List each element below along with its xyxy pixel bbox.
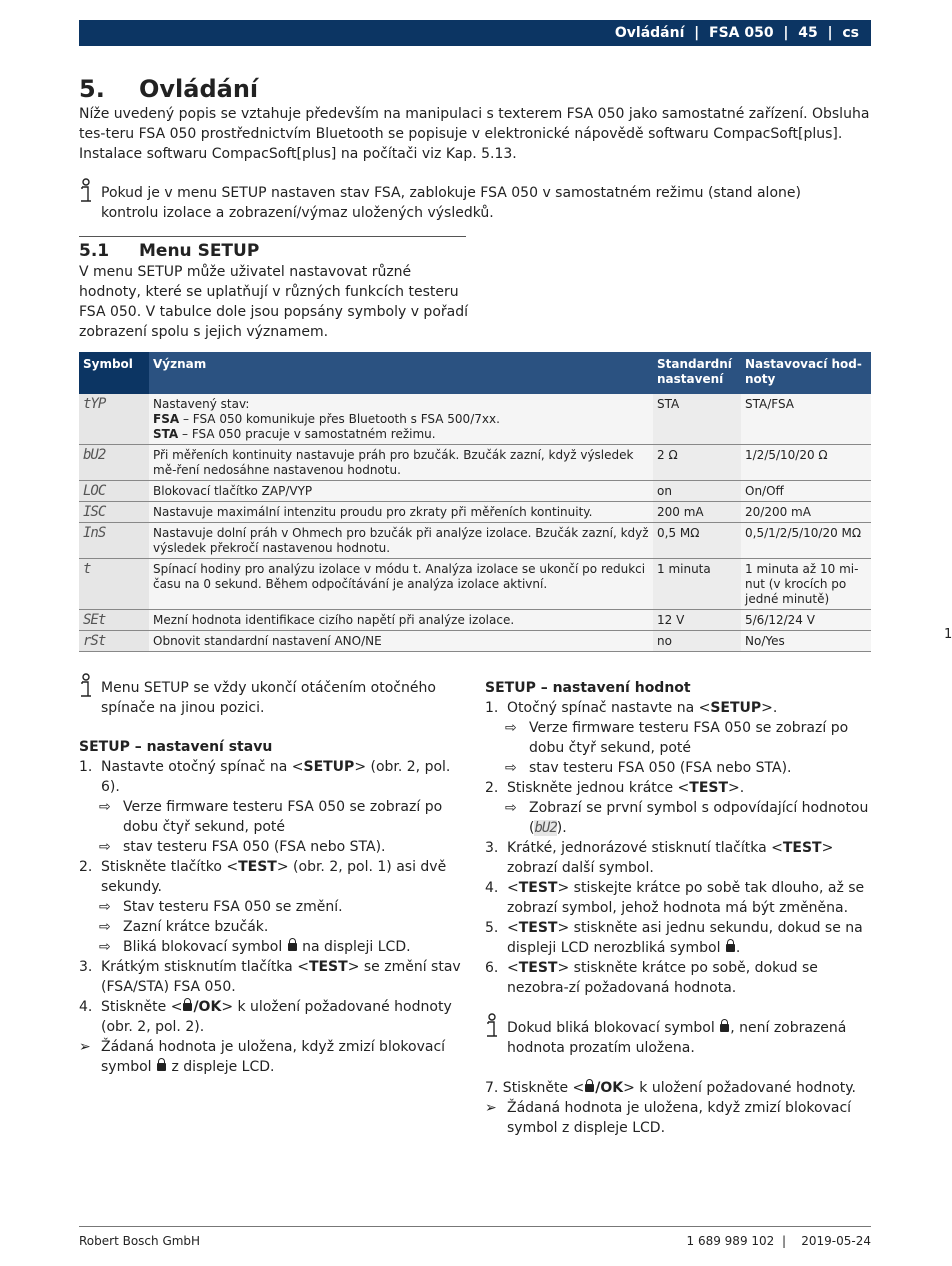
step-text: >. bbox=[761, 700, 778, 716]
key-label: SETUP bbox=[303, 759, 355, 775]
result-item bbox=[79, 917, 464, 937]
step-item bbox=[485, 878, 873, 918]
lcd-symbol: InS bbox=[83, 525, 106, 541]
section-title-text: Menu SETUP bbox=[139, 241, 260, 261]
values-cell: 5/6/12/24 V bbox=[741, 610, 871, 631]
footer-sep: | bbox=[781, 1234, 786, 1248]
header-lang: cs bbox=[842, 25, 859, 41]
lock-icon bbox=[157, 1063, 166, 1071]
key-label: TEST bbox=[782, 840, 822, 856]
result-arrow-icon: ⇨ bbox=[99, 839, 111, 855]
chapter-title bbox=[79, 75, 258, 103]
meaning-cell: Spínací hodiny pro analýzu izolace v módu t. Analýza izolace se ukončí po redukci času na 0 sekund. Během odpočítávání je analýza izolace aktivní. bbox=[149, 559, 653, 610]
meaning-line: STA – FSA 050 pracuje v samostatném režimu. bbox=[153, 427, 436, 441]
result-item bbox=[485, 718, 873, 758]
lcd-symbol: bU2 bbox=[83, 447, 106, 463]
note-setup-fsa: Pokud je v menu SETUP nastaven stav FSA, zablokuje FSA 050 v samostatném režimu (stand alone) kontrolu izolace a zobrazení/výmaz uložených výsledků. bbox=[101, 185, 801, 221]
step-item bbox=[485, 698, 873, 718]
result-item bbox=[79, 837, 464, 857]
footer-rule bbox=[79, 1226, 871, 1227]
table-row bbox=[79, 559, 871, 610]
left-heading: SETUP – nastavení stavu bbox=[79, 739, 273, 755]
result-item bbox=[79, 937, 464, 957]
lcd-symbol: bU2 bbox=[534, 820, 557, 836]
table-row bbox=[79, 523, 871, 559]
meaning-cell: Obnovit standardní nastavení ANO/NE bbox=[149, 631, 653, 652]
section-rule bbox=[79, 236, 466, 237]
step-text: > k uložení požadované hodnoty. bbox=[623, 1080, 856, 1096]
meaning-line: FSA – FSA 050 komunikuje přes Bluetooth s FSA 500/7xx. bbox=[153, 412, 500, 426]
step-number: 4. bbox=[485, 880, 499, 896]
result-item bbox=[79, 897, 464, 917]
values-cell: 1/2/5/10/20 Ω bbox=[741, 445, 871, 481]
result-text: Verze firmware testeru FSA 050 se zobrazí po dobu čtyř sekund, poté bbox=[529, 720, 849, 756]
final-result bbox=[485, 1098, 873, 1138]
result-text: Bliká blokovací symbol bbox=[123, 939, 283, 955]
values-cell: 1 minuta až 10 mi-nut (v krocích po jedné minutě) bbox=[741, 559, 871, 610]
meaning-cell: Nastavuje dolní práh v Ohmech pro bzučák při analýze izolace. Bzučák zazní, když výsledek překročí nastavenou hodnotu. bbox=[149, 523, 653, 559]
step-text: > stiskejte krátce po sobě tak dlouho, až se zobrazí symbol, jehož hodnota má být změněna. bbox=[507, 880, 865, 916]
default-cell: 12 V bbox=[653, 610, 741, 631]
step-number: 4. bbox=[79, 999, 93, 1015]
lcd-symbol: rSt bbox=[83, 633, 106, 649]
step-text: >. bbox=[728, 780, 745, 796]
final-result bbox=[79, 1037, 464, 1077]
step-item bbox=[485, 778, 873, 798]
step-number: 5. bbox=[485, 920, 499, 936]
step-number: 2. bbox=[485, 780, 499, 796]
table-row bbox=[79, 481, 871, 502]
header-sep: | bbox=[783, 25, 789, 41]
note-text: , není zobrazená hodnota prozatím uložena. bbox=[507, 1020, 847, 1056]
final-text: Žádaná hodnota je uložena, když zmizí blokovací symbol z displeje LCD. bbox=[507, 1100, 852, 1136]
lock-icon bbox=[585, 1084, 594, 1092]
lock-icon bbox=[726, 944, 735, 952]
result-text: stav testeru FSA 050 (FSA nebo STA). bbox=[529, 760, 792, 776]
result-arrow-icon: ⇨ bbox=[505, 760, 517, 776]
step-item bbox=[79, 997, 464, 1037]
step-text: > stiskněte asi jednu sekundu, dokud se na displeji LCD nerozbliká symbol bbox=[507, 920, 863, 956]
step-text: < bbox=[507, 960, 519, 976]
values-cell: No/Yes bbox=[741, 631, 871, 652]
table-header-row bbox=[79, 352, 871, 394]
note-blinking bbox=[485, 1018, 873, 1058]
key-label: TEST bbox=[518, 920, 558, 936]
step-text: < bbox=[507, 880, 519, 896]
result-item bbox=[485, 758, 873, 778]
key-label: /OK bbox=[595, 1080, 624, 1096]
step-item bbox=[485, 838, 873, 878]
lcd-symbol: LOC bbox=[83, 483, 106, 499]
meaning-cell: Při měřeních kontinuity nastavuje práh pro bzučák. Bzučák zazní, když výsledek mě-ření nedosáhne nastavenou hodnotu. bbox=[149, 445, 653, 481]
default-cell: 2 Ω bbox=[653, 445, 741, 481]
step-text: Krátkým stisknutím tlačítka < bbox=[101, 959, 309, 975]
chapter-number: 5. bbox=[79, 75, 105, 103]
info-icon bbox=[79, 673, 93, 699]
lock-icon bbox=[288, 943, 297, 951]
lcd-symbol: tYP bbox=[83, 396, 106, 412]
col-header-symbol: Symbol bbox=[79, 352, 149, 394]
header-model: FSA 050 bbox=[709, 25, 774, 41]
info-icon bbox=[79, 178, 93, 204]
step-number: 2. bbox=[79, 859, 93, 875]
result-text: Stav testeru FSA 050 se změní. bbox=[123, 899, 343, 915]
result-arrow-icon: ⇨ bbox=[99, 799, 111, 815]
result-text: stav testeru FSA 050 (FSA nebo STA). bbox=[123, 839, 386, 855]
key-label: SETUP bbox=[710, 700, 762, 716]
section-title bbox=[79, 241, 259, 261]
default-cell: 200 mA bbox=[653, 502, 741, 523]
result-arrow-icon: ⇨ bbox=[99, 899, 111, 915]
step-text: 7. Stiskněte < bbox=[485, 1080, 585, 1096]
final-arrow-icon: ➢ bbox=[485, 1100, 497, 1116]
step-text: > (obr. 2, pol. 6). bbox=[101, 759, 451, 795]
meaning-cell bbox=[149, 394, 653, 445]
result-arrow-icon: ⇨ bbox=[99, 939, 111, 955]
step-text: Nastavte otočný spínač na < bbox=[101, 759, 304, 775]
result-text: na displeji LCD. bbox=[302, 939, 411, 955]
step-text: < bbox=[507, 920, 519, 936]
default-cell: STA bbox=[653, 394, 741, 445]
step-text: Krátké, jednorázové stisknutí tlačítka < bbox=[507, 840, 783, 856]
values-cell: On/Off bbox=[741, 481, 871, 502]
values-cell: 0,5/1/2/5/10/20 MΩ bbox=[741, 523, 871, 559]
setup-table bbox=[79, 352, 871, 652]
step-number: 3. bbox=[79, 959, 93, 975]
info-icon bbox=[485, 1013, 499, 1039]
lock-icon bbox=[183, 1003, 192, 1011]
final-text: z displeje LCD. bbox=[171, 1059, 275, 1075]
meaning-cell: Blokovací tlačítko ZAP/VYP bbox=[149, 481, 653, 502]
step-text: > (obr. 2, pol. 1) asi dvě sekundy. bbox=[101, 859, 447, 895]
col-header-meaning: Význam bbox=[149, 352, 653, 394]
step-number: 1. bbox=[485, 700, 499, 716]
result-item bbox=[79, 797, 464, 837]
step-item bbox=[485, 918, 873, 958]
header-sep: | bbox=[827, 25, 833, 41]
note-setup-exit: Menu SETUP se vždy ukončí otáčením otočného spínače na jinou pozici. bbox=[101, 680, 436, 716]
step-text: > zobrazí další symbol. bbox=[507, 840, 834, 876]
meaning-cell: Nastavuje maximální intenzitu proudu pro zkraty při měřeních kontinuity. bbox=[149, 502, 653, 523]
key-label: TEST bbox=[518, 960, 558, 976]
final-arrow-icon: ➢ bbox=[79, 1039, 91, 1055]
col-header-default: Standardní nastavení bbox=[653, 352, 741, 394]
meaning-cell: Mezní hodnota identifikace cizího napětí při analýze izolace. bbox=[149, 610, 653, 631]
step-text: Stiskněte jednou krátce < bbox=[507, 780, 690, 796]
step-item bbox=[79, 757, 464, 797]
table-row bbox=[79, 610, 871, 631]
table-row bbox=[79, 445, 871, 481]
footer-company: Robert Bosch GmbH bbox=[79, 1234, 201, 1248]
key-label: TEST bbox=[308, 959, 348, 975]
values-cell: 20/200 mA bbox=[741, 502, 871, 523]
default-cell: 1 minuta bbox=[653, 559, 741, 610]
table-row bbox=[79, 502, 871, 523]
step-text: Otočný spínač nastavte na < bbox=[507, 700, 711, 716]
step-item bbox=[79, 957, 464, 997]
result-arrow-icon: ⇨ bbox=[99, 919, 111, 935]
key-label: /OK bbox=[193, 999, 222, 1015]
step-text: > k uložení požadované hodnoty (obr. 2, pol. 2). bbox=[101, 999, 452, 1035]
key-label: TEST bbox=[238, 859, 277, 875]
lcd-symbol: SEt bbox=[83, 612, 106, 628]
result-text: Verze firmware testeru FSA 050 se zobrazí po dobu čtyř sekund, poté bbox=[123, 799, 443, 835]
section-paragraph: V menu SETUP může uživatel nastavovat různé hodnoty, které se uplatňují v různých funkcích testeru FSA 050. V tabulce dole jsou popsány symboly v pořadí zobrazení spolu s jejich významem. bbox=[79, 264, 468, 340]
step-text: . bbox=[735, 940, 741, 956]
note-text: Dokud bliká blokovací symbol bbox=[507, 1020, 715, 1036]
values-cell: STA/FSA bbox=[741, 394, 871, 445]
step-item bbox=[79, 857, 464, 897]
col-header-values: Nastavovací hod-noty bbox=[741, 352, 871, 394]
section-number: 5.1 bbox=[79, 241, 110, 261]
result-arrow-icon: ⇨ bbox=[505, 720, 517, 736]
result-arrow-icon: ⇨ bbox=[505, 800, 517, 816]
result-text: Zobrazí se první symbol s odpovídající hodnotou ( bbox=[529, 800, 869, 836]
result-text: Zazní krátce bzučák. bbox=[123, 919, 269, 935]
header-section: Ovládání bbox=[614, 25, 685, 41]
left-column bbox=[79, 737, 464, 1077]
final-text: Žádaná hodnota je uložena, když zmizí blokovací symbol bbox=[101, 1039, 446, 1075]
step-number: 3. bbox=[485, 840, 499, 856]
table-row bbox=[79, 631, 871, 652]
key-label: TEST bbox=[689, 780, 729, 796]
step-item bbox=[485, 958, 873, 998]
right-heading: SETUP – nastavení hodnot bbox=[485, 680, 691, 696]
step-text: Stiskněte tlačítko < bbox=[101, 859, 239, 875]
footer-date: 2019-05-24 bbox=[801, 1234, 871, 1248]
lock-icon bbox=[720, 1024, 729, 1032]
default-cell: on bbox=[653, 481, 741, 502]
step-text: > stiskněte krátce po sobě, dokud se nezobra-zí požadovaná hodnota. bbox=[507, 960, 818, 996]
key-label: TEST bbox=[518, 880, 558, 896]
table-row bbox=[79, 394, 871, 445]
footer-docnum: 1 689 989 102 bbox=[686, 1234, 775, 1248]
page-header bbox=[79, 20, 871, 46]
step-number: 1. bbox=[79, 759, 93, 775]
step-text: Stiskněte < bbox=[101, 999, 183, 1015]
meaning-line: Nastavený stav: bbox=[153, 397, 250, 411]
side-mark: 1 bbox=[944, 627, 952, 642]
lcd-symbol: t bbox=[83, 561, 91, 577]
default-cell: 0,5 MΩ bbox=[653, 523, 741, 559]
step-number: 6. bbox=[485, 960, 499, 976]
intro-paragraph: Níže uvedený popis se vztahuje především na manipulaci s texterem FSA 050 jako samostatné zařízení. Obsluha tes-teru FSA 050 prostřednictvím Bluetooth se popisuje v elektronické nápovědě softwaru CompacSoft[plus]. Instalace softwaru CompacSoft[plus] na počítači viz Kap. 5.13. bbox=[79, 106, 870, 162]
header-sep: | bbox=[694, 25, 700, 41]
result-item bbox=[485, 798, 873, 838]
default-cell: no bbox=[653, 631, 741, 652]
step-text: > se změní stav (FSA/STA) FSA 050. bbox=[101, 959, 461, 995]
result-text: ). bbox=[556, 820, 567, 836]
header-page: 45 bbox=[798, 25, 818, 41]
lcd-symbol: ISC bbox=[83, 504, 106, 520]
right-column bbox=[485, 678, 873, 1138]
step-item bbox=[485, 1078, 873, 1098]
footer-right bbox=[687, 1234, 872, 1248]
chapter-title-text: Ovládání bbox=[139, 75, 259, 103]
